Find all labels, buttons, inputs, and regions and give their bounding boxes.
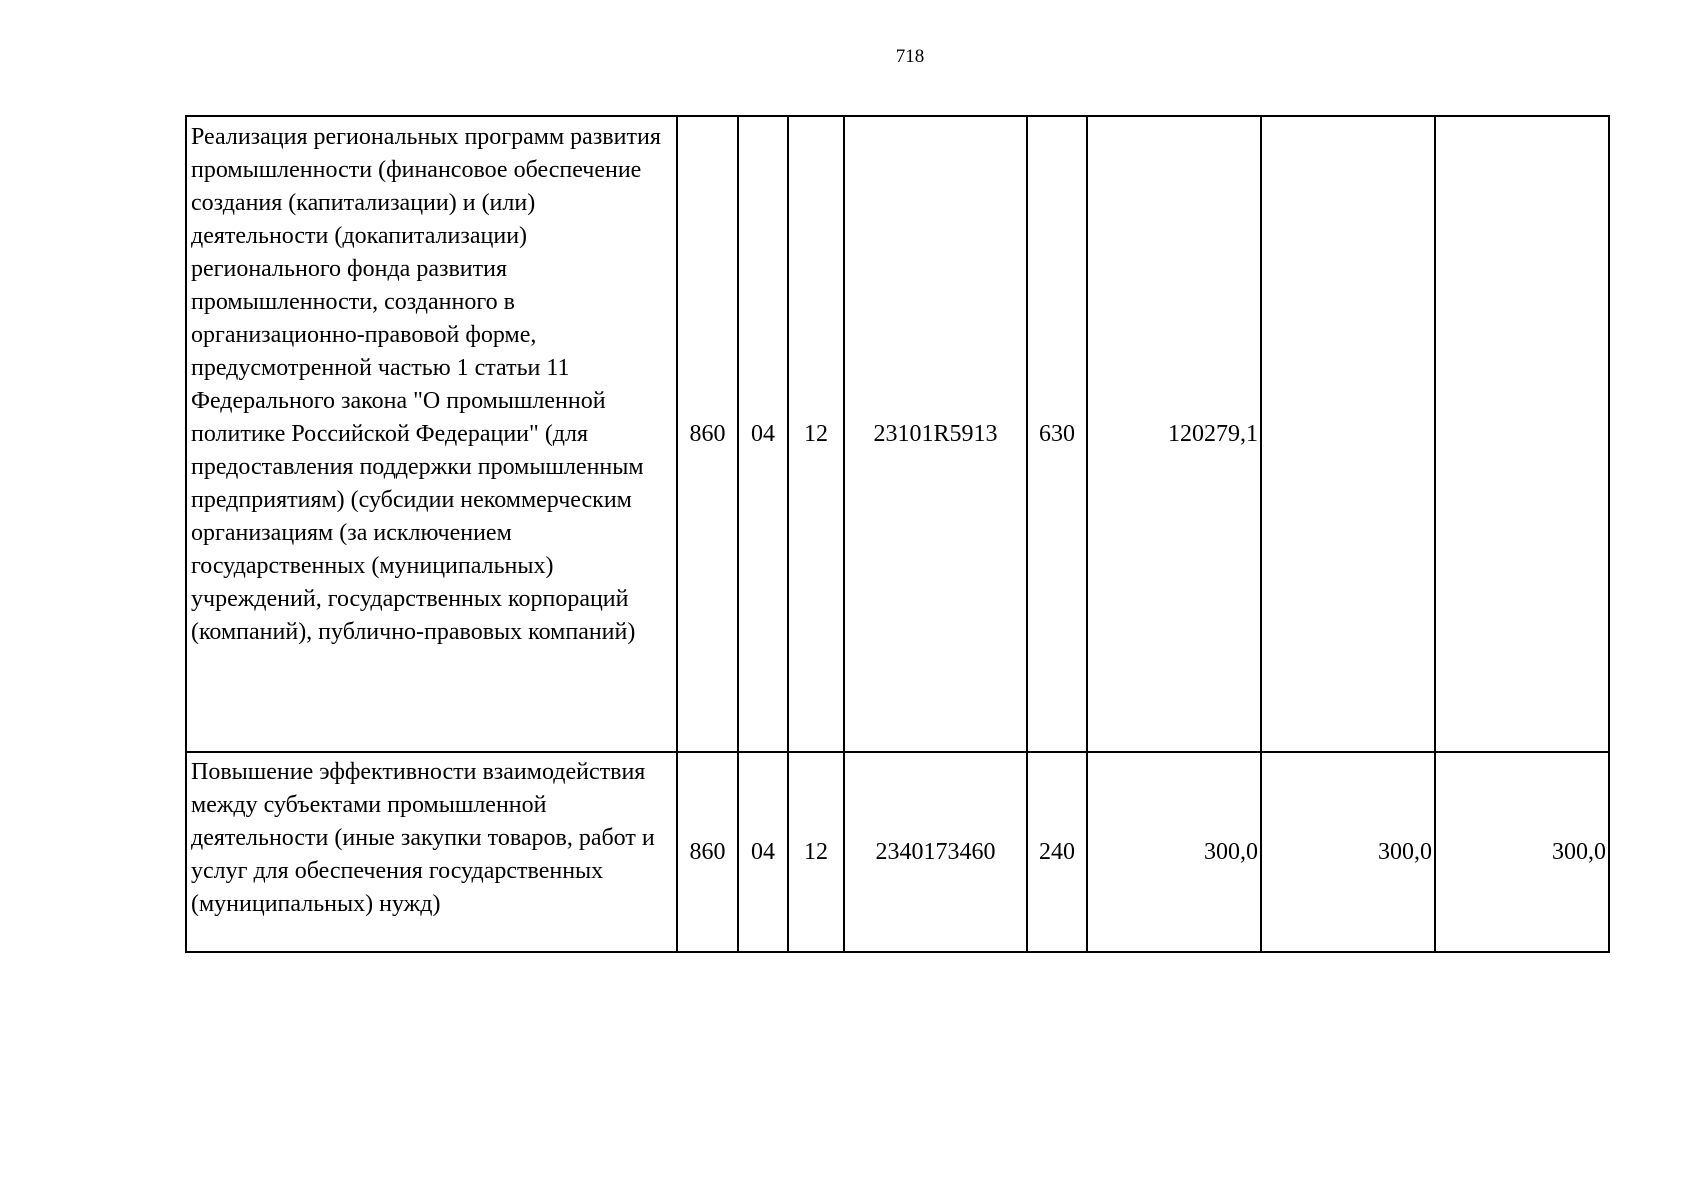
amount-year-3-cell: 300,0	[1435, 752, 1609, 952]
subsection-code-cell: 12	[788, 116, 844, 752]
section-code-cell: 04	[738, 752, 788, 952]
expense-type-cell: 630	[1027, 116, 1087, 752]
target-article-cell: 23101R5913	[844, 116, 1027, 752]
table-row	[186, 752, 1609, 952]
ministry-code-cell: 860	[677, 116, 738, 752]
amount-year-1-cell: 120279,1	[1087, 116, 1261, 752]
page-number: 718	[895, 46, 925, 67]
amount-year-2-cell: 300,0	[1261, 752, 1435, 952]
section-code-cell: 04	[738, 116, 788, 752]
expense-name-cell: Реализация региональных программ развития промышленности (финансовое обеспечение создания (капитализации) и (или) деятельности (докапитализации) регионального фонда развития промышленности, созданного в организационно-правовой форме, предусмотренной частью 1 статьи 11 Федерального закона "О промышленной политике Российской Федерации" (для предоставления поддержки промышленным предприятиям) (субсидии некоммерческим организациям (за исключением государственных (муниципальных) учреждений, государственных корпораций (компаний), публично-правовых компаний)	[186, 116, 677, 752]
subsection-code-cell: 12	[788, 752, 844, 952]
target-article-cell: 2340173460	[844, 752, 1027, 952]
ministry-code-cell: 860	[677, 752, 738, 952]
amount-year-1-cell: 300,0	[1087, 752, 1261, 952]
expense-name-cell: Повышение эффективности взаимодействия между субъектами промышленной деятельности (иные закупки товаров, работ и услуг для обеспечения государственных (муниципальных) нужд)	[186, 752, 677, 952]
amount-year-2-cell	[1261, 116, 1435, 752]
expense-type-cell: 240	[1027, 752, 1087, 952]
amount-year-3-cell	[1435, 116, 1609, 752]
table-row	[186, 116, 1609, 752]
budget-table	[185, 115, 1610, 953]
